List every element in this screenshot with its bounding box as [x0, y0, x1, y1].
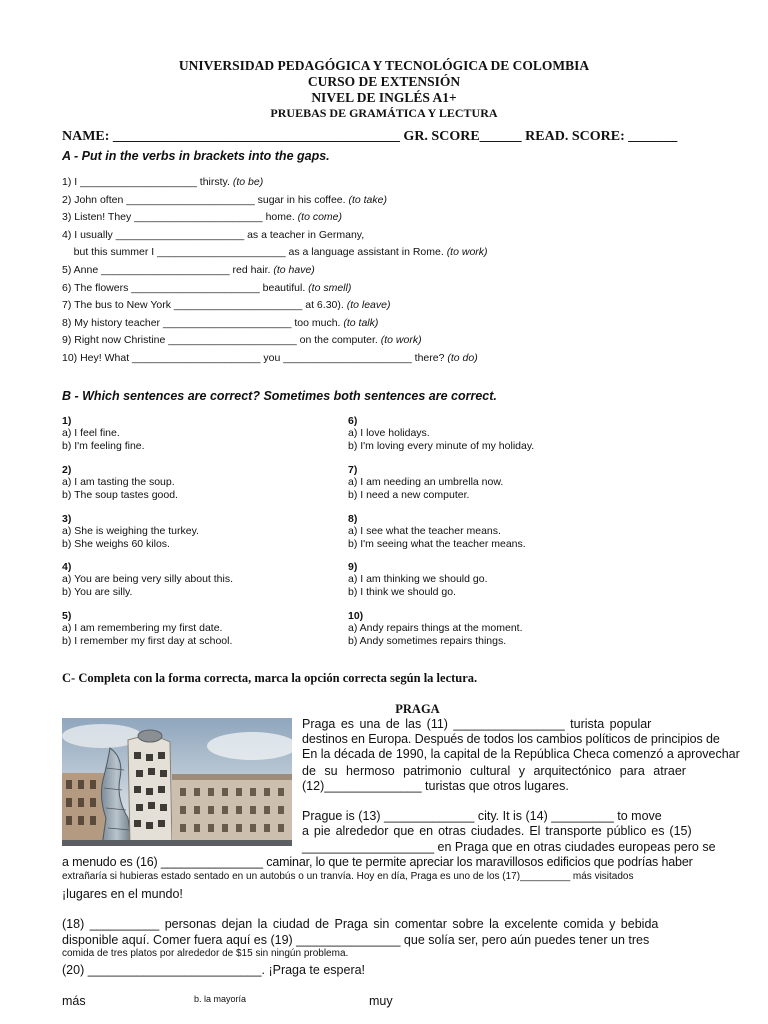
level-name: NIVEL DE INGLÉS A1+ [311, 90, 457, 105]
reading-line[interactable]: extrañaría si hubieras estado sentado en un autobús o un tranvía. Hoy en día, Praga es uno de los (17)_________ más visitados [62, 871, 634, 882]
option-a[interactable]: a) I am remembering my first date. [62, 622, 223, 634]
exercise-b-item: 3) a) She is weighing the turkey. b) She weighs 60 kilos. [62, 513, 362, 550]
section-a-title: A - Put in the verbs in brackets into the gaps. [62, 149, 330, 163]
reading-line[interactable]: ___________________ en Praga que en otras ciudades europeas pero se [302, 840, 716, 854]
exercise-b-item: 2) a) I am tasting the soup. b) The soup tastes good. [62, 464, 362, 501]
exercise-a-item[interactable]: 1) I ____________________ thirsty. (to be) [62, 176, 264, 188]
reading-line[interactable]: disponible aquí. Comer fuera aquí es (19) _______________ que solía ser, pero aún puedes tener un tres [62, 933, 650, 947]
document-header [0, 58, 768, 120]
section-a-exercises [62, 176, 662, 370]
dancing-house-photo [62, 718, 292, 846]
exercise-a-item[interactable]: but this summer I ______________________ as a language assistant in Rome. (to work) [62, 246, 488, 259]
course-name: CURSO DE EXTENSIÓN [307, 74, 461, 89]
option-b[interactable]: b) She weighs 60 kilos. [62, 537, 170, 550]
option-b[interactable]: b) I think we should go. [348, 585, 456, 598]
option-a[interactable]: a) I am tasting the soup. [62, 476, 175, 488]
exercise-a-item[interactable]: 2) John often ______________________ sugar in his coffee. (to take) [62, 193, 387, 206]
option-b[interactable]: b) I'm loving every minute of my holiday. [348, 439, 535, 452]
reading-line: de su hermoso patrimonio cultural y arquitectónico para atraer [302, 764, 686, 778]
reading-line[interactable]: a pie alrededor que en otras ciudades. El transporte público es (15) [302, 824, 692, 838]
exercise-a-item[interactable]: 9) Right now Christine ______________________ on the computer. (to work) [62, 334, 422, 347]
option-b[interactable]: b) You are silly. [62, 585, 133, 598]
reading-title: PRAGA [395, 702, 440, 716]
reading-line[interactable]: Prague is (13) _____________ city. It is (14) _________ to move [302, 809, 662, 823]
exercise-b-item: 5) a) I am remembering my first date. b) I remember my first day at school. [62, 610, 362, 647]
exercise-b-item: 6) a) I love holidays. b) I'm loving every minute of my holiday. [348, 415, 648, 452]
exercise-b-item: 1) a) I feel fine. b) I'm feeling fine. [62, 415, 362, 452]
reading-line: destinos en Europa. Después de todos los cambios políticos de principios de [302, 732, 720, 746]
exercise-a-item[interactable]: 10) Hey! What ______________________ you ______________________ there? (to do) [62, 351, 478, 364]
answer-option[interactable]: b. la mayoría [194, 994, 247, 1004]
option-b[interactable]: b) I remember my first day at school. [62, 634, 233, 647]
option-a[interactable]: a) Andy repairs things at the moment. [348, 622, 523, 634]
reading-line[interactable]: a menudo es (16) _______________ caminar, lo que te permite apreciar los maravillosos edificios que podrías haber [62, 855, 693, 869]
option-a[interactable]: a) I love holidays. [348, 427, 430, 439]
exercise-b-item: 4) a) You are being very silly about this. b) You are silly. [62, 561, 362, 598]
reading-line: comida de tres platos por alrededor de $15 sin ningún problema. [62, 948, 349, 959]
option-b[interactable]: b) The soup tastes good. [62, 488, 178, 501]
option-a[interactable]: a) I feel fine. [62, 427, 120, 439]
option-a[interactable]: a) She is weighing the turkey. [62, 525, 199, 537]
exercise-b-item: 9) a) I am thinking we should go. b) I think we should go. [348, 561, 648, 598]
reading-line[interactable]: (12)______________ turistas que otros lugares. [302, 779, 569, 793]
option-a[interactable]: a) You are being very silly about this. [62, 573, 234, 585]
university-name: UNIVERSIDAD PEDAGÓGICA Y TECNOLÓGICA DE COLOMBIA [178, 58, 590, 73]
section-b-title: B - Which sentences are correct? Sometimes both sentences are correct. [62, 389, 497, 403]
answer-option[interactable]: muy [369, 994, 393, 1008]
exercise-b-item: 10) a) Andy repairs things at the moment. b) Andy sometimes repairs things. [348, 610, 648, 647]
section-c-title: C- Completa con la forma correcta, marca la opción correcta según la lectura. [62, 671, 478, 685]
option-b[interactable]: b) Andy sometimes repairs things. [348, 634, 507, 647]
name-score-line[interactable]: NAME: _________________________________________ GR. SCORE______ READ. SCORE: _______ [62, 129, 678, 144]
option-a[interactable]: a) I am needing an umbrella now. [348, 476, 504, 488]
exercise-a-item[interactable]: 8) My history teacher ______________________ too much. (to talk) [62, 316, 379, 329]
answer-option[interactable]: más [62, 994, 86, 1008]
exercise-a-item[interactable]: 7) The bus to New York ______________________ at 6.30). (to leave) [62, 299, 391, 312]
reading-line[interactable]: (18) __________ personas dejan la ciudad de Praga sin comentar sobre la excelente comida y bebida [62, 917, 659, 931]
option-b[interactable]: b) I'm feeling fine. [62, 439, 145, 452]
reading-line: En la década de 1990, la capital de la República Checa comenzó a aprovechar [302, 747, 740, 761]
exercise-a-item[interactable]: 4) I usually ______________________ as a teacher in Germany, [62, 228, 365, 241]
option-a[interactable]: a) I am thinking we should go. [348, 573, 488, 585]
exercise-a-item[interactable]: 5) Anne ______________________ red hair. (to have) [62, 263, 315, 276]
exercise-b-item: 7) a) I am needing an umbrella now. b) I need a new computer. [348, 464, 648, 501]
reading-line: ¡lugares en el mundo! [62, 887, 183, 901]
reading-line[interactable]: (20) _________________________. ¡Praga te espera! [62, 963, 366, 977]
test-name: PRUEBAS DE GRAMÁTICA Y LECTURA [270, 106, 498, 120]
option-b[interactable]: b) I need a new computer. [348, 488, 470, 501]
exercise-a-item[interactable]: 3) Listen! They ______________________ home. (to come) [62, 211, 343, 224]
reading-line[interactable]: Praga es una de las (11) ________________ turista popular [302, 717, 652, 731]
exercise-b-item: 8) a) I see what the teacher means. b) I'm seeing what the teacher means. [348, 513, 648, 550]
option-a[interactable]: a) I see what the teacher means. [348, 525, 501, 537]
exercise-a-item[interactable]: 6) The flowers ______________________ beautiful. (to smell) [62, 281, 352, 294]
option-b[interactable]: b) I'm seeing what the teacher means. [348, 537, 526, 550]
